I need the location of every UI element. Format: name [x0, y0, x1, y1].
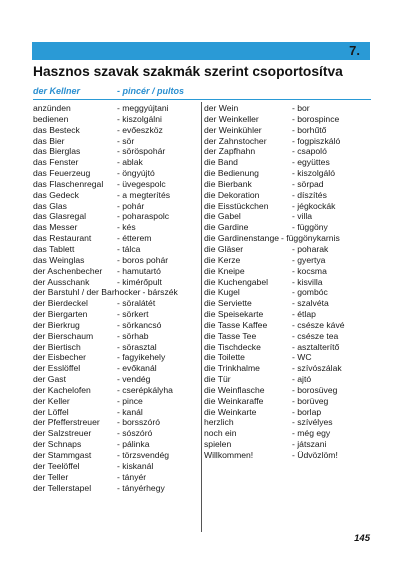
vocab-hungarian: - cserépkályha [117, 384, 173, 395]
vocab-german: der Schnaps [33, 439, 82, 450]
vocab-hungarian: - kanál [117, 406, 143, 417]
vocab-hungarian: - borsszóró [117, 417, 160, 428]
vocab-row [204, 103, 372, 114]
vocab-german: die Band [204, 157, 238, 168]
vocab-hungarian: - borospince [292, 113, 340, 124]
vocab-german: die Bierbank [204, 178, 252, 189]
vocab-hungarian: - pince [117, 395, 143, 406]
vocab-hungarian: - játszani [292, 439, 327, 450]
vocab-hungarian: - ablak [117, 157, 143, 168]
vocab-hungarian: - étterem [117, 233, 152, 244]
vocab-hungarian: - függöny [292, 222, 328, 233]
vocab-german: spielen [204, 439, 232, 450]
vocab-german: das Glasregal [33, 211, 87, 222]
vocab-row [33, 417, 199, 428]
vocab-german: noch ein [204, 428, 237, 439]
vocab-hungarian: - sörkancsó [117, 319, 162, 330]
vocab-row [204, 428, 372, 439]
vocab-german: die Speisekarte [204, 309, 264, 320]
vocab-row [204, 168, 372, 179]
vocab-german: der Salzstreuer [33, 428, 92, 439]
vocab-german: das Messer [33, 222, 78, 233]
vocab-row [204, 407, 372, 418]
vocab-row [33, 244, 199, 255]
vocab-row [204, 309, 372, 320]
vocab-row [204, 222, 372, 233]
vocab-hungarian: - pohár [117, 200, 145, 211]
vocab-row [204, 439, 372, 450]
vocab-hungarian: - csésze tea [292, 330, 339, 341]
vocab-row [204, 266, 372, 277]
vocab-german: der Eisbecher [33, 352, 87, 363]
vocab-hungarian: - fagyikehely [117, 352, 166, 363]
vocab-german: das Tablett [33, 243, 75, 254]
vocab-row [204, 211, 372, 222]
vocab-hungarian: - gyertya [292, 254, 326, 265]
vocab-column-left [33, 103, 199, 493]
vocab-german: das Restaurant [33, 233, 92, 244]
vocab-hungarian: - tányérhegy [117, 482, 165, 493]
vocab-row [204, 396, 372, 407]
vocab-hungarian: - söralátét [117, 298, 156, 309]
section-title-hu: - pincér / pultos [117, 86, 185, 96]
vocab-hungarian: - törzsvendég [117, 450, 170, 460]
vocab-row [33, 233, 199, 244]
vocab-hungarian: - kiszolgáló [292, 168, 335, 179]
vocab-row [33, 439, 199, 450]
vocab-german: die Kuchengabel [204, 276, 269, 287]
vocab-row [204, 342, 372, 353]
vocab-row [33, 374, 199, 385]
vocab-german: die Tasse Tee [204, 330, 257, 341]
vocab-row [33, 331, 199, 342]
vocab-row [204, 298, 372, 309]
vocab-hungarian: - poharak [292, 243, 329, 254]
page-title: Hasznos szavak szakmák szerint csoportosítva [33, 64, 343, 79]
vocab-german: bedienen [33, 113, 69, 124]
vocab-german: anzünden [33, 103, 71, 113]
vocab-hungarian: - bor [292, 103, 310, 113]
vocab-german: die Bedienung [204, 168, 259, 179]
vocab-german: die Gardine [204, 222, 249, 233]
vocab-german: die Kneipe [204, 265, 245, 276]
vocab-row [33, 461, 199, 472]
vocab-german: der Esslöffel [33, 363, 81, 374]
vocab-row [204, 287, 372, 298]
vocab-hungarian: - asztalterítő [292, 341, 340, 352]
vocab-row [204, 385, 372, 396]
vocab-row [33, 103, 199, 114]
vocab-row [33, 342, 199, 353]
vocab-german: der Pfefferstreuer [33, 417, 100, 428]
vocab-row [33, 483, 199, 494]
vocab-hungarian: - fogpiszkáló [292, 135, 341, 146]
vocab-row [33, 201, 199, 212]
vocab-hungarian: - szalvéta [292, 298, 329, 309]
vocab-hungarian: - együttes [292, 157, 330, 168]
vocab-row [33, 114, 199, 125]
vocab-row [204, 244, 372, 255]
vocab-hungarian: - étlap [292, 309, 316, 320]
vocab-row [33, 428, 199, 439]
vocab-hungarian: - csésze kávé [292, 319, 345, 330]
vocab-hungarian: - a megterítés [117, 189, 171, 200]
vocab-hungarian: - vendég [117, 374, 151, 385]
chapter-bar [32, 42, 370, 60]
vocab-german: das Flaschenregal [33, 178, 104, 189]
vocab-row [204, 417, 372, 428]
vocab-german: der Bierschaum [33, 330, 94, 341]
vocab-row [33, 309, 199, 320]
vocab-hungarian: - kiskanál [117, 460, 154, 471]
vocab-hungarian: - sörkert [117, 309, 149, 320]
vocab-row [204, 363, 372, 374]
vocab-row [33, 136, 199, 147]
vocab-hungarian: - borhűtő [292, 124, 327, 135]
vocab-hungarian: - hamutartó [117, 265, 161, 276]
vocab-row [33, 277, 199, 288]
vocab-hungarian: - öngyújtó [117, 168, 155, 179]
vocab-german: die Tischdecke [204, 341, 261, 352]
vocab-german: der Wein [204, 103, 239, 113]
page-number: 145 [354, 533, 370, 544]
vocab-german: der Kachelofen [33, 384, 91, 395]
vocab-german: der Bierkrug [33, 319, 80, 330]
vocab-german: die Gläser [204, 243, 244, 254]
vocab-hungarian: - kimérőpult [117, 276, 162, 287]
vocab-row [204, 201, 372, 212]
vocab-hungarian: - üvegespolc [117, 178, 166, 189]
vocab-german: die Serviette [204, 298, 252, 309]
vocab-german: der Keller [33, 395, 70, 406]
vocab-german: die Gardinenstange [204, 233, 280, 244]
vocab-hungarian: - ajtó [292, 374, 312, 385]
vocab-hungarian: - sörpad [292, 178, 324, 189]
vocab-row [204, 352, 372, 363]
vocab-german: der Löffel [33, 406, 69, 417]
vocab-german: das Gedeck [33, 189, 79, 200]
vocab-german: der Teller [33, 471, 69, 482]
vocab-hungarian: - tányér [117, 471, 147, 482]
vocab-german: die Toilette [204, 352, 245, 363]
chapter-number: 7. [349, 43, 360, 58]
vocab-german: das Bier [33, 135, 65, 146]
vocab-row [204, 114, 372, 125]
vocab-row [33, 363, 199, 374]
vocab-row [33, 157, 199, 168]
vocab-row [33, 222, 199, 233]
vocab-row [33, 385, 199, 396]
vocab-hungarian: - tálca [117, 243, 141, 254]
vocab-hungarian: - kocsma [292, 265, 327, 276]
vocab-german: die Weinflasche [204, 384, 265, 395]
vocab-row [33, 125, 199, 136]
vocab-german: der Zapfhahn [204, 146, 256, 157]
vocab-hungarian: - meggyújtani [117, 103, 169, 113]
section-header [33, 84, 371, 98]
vocab-hungarian: - evőkanál [117, 363, 157, 374]
vocab-hungarian: - kisvilla [292, 276, 323, 287]
vocab-row [204, 255, 372, 266]
vocab-row [33, 320, 199, 331]
vocab-row [204, 233, 372, 244]
vocab-german: der Zahnstocher [204, 135, 267, 146]
vocab-german: das Fenster [33, 157, 79, 168]
vocab-row [204, 450, 372, 461]
vocab-row [33, 179, 199, 190]
vocab-german: herzlich [204, 417, 234, 428]
section-title-de: der Kellner [33, 86, 81, 96]
vocab-german: der Gast [33, 374, 66, 385]
vocab-hungarian: - kés [117, 222, 136, 233]
vocab-hungarian: - csapoló [292, 146, 327, 157]
vocab-hungarian: - szívélyes [292, 417, 333, 428]
vocab-german: der Bierdeckel [33, 298, 88, 309]
vocab-row [33, 211, 199, 222]
vocab-row [33, 266, 199, 277]
vocab-german: die Dekoration [204, 189, 260, 200]
vocab-hungarian: - evőeszköz [117, 124, 163, 135]
vocab-german: das Besteck [33, 124, 80, 135]
vocab-row [204, 320, 372, 331]
column-divider [201, 102, 202, 532]
vocab-row [33, 352, 199, 363]
vocab-row [204, 179, 372, 190]
vocab-german: das Feuerzeug [33, 168, 91, 179]
vocab-hungarian: - borosüveg [292, 384, 338, 395]
vocab-row [33, 190, 199, 201]
vocab-hungarian: - függönykarnis [281, 233, 340, 244]
vocab-hungarian: - jégkockák [292, 200, 336, 211]
vocab-hungarian: - gombóc [292, 287, 328, 298]
vocab-row [204, 125, 372, 136]
vocab-row [33, 396, 199, 407]
vocab-row [204, 157, 372, 168]
vocab-german: die Weinkaraffe [204, 395, 264, 406]
vocab-german: der Biertisch [33, 341, 81, 352]
vocab-german: der Weinkeller [204, 113, 259, 124]
vocab-german: die Weinkarte [204, 406, 257, 417]
vocab-hungarian: - díszítés [292, 189, 327, 200]
vocab-row [33, 146, 199, 157]
vocab-row [33, 255, 199, 266]
vocab-row [204, 374, 372, 385]
vocab-german: die Trinkhalme [204, 363, 260, 374]
vocab-row [33, 168, 199, 179]
vocab-german: die Kugel [204, 287, 240, 298]
vocab-row [33, 450, 199, 461]
vocab-german: die Tür [204, 374, 231, 385]
vocab-hungarian: - szívószálak [292, 363, 342, 374]
vocab-hungarian: - poharaspolc [117, 211, 170, 222]
vocab-hungarian: - sörasztal [117, 341, 157, 352]
vocab-row [33, 407, 199, 418]
vocab-row [204, 277, 372, 288]
vocab-german: der Stammgast [33, 450, 92, 460]
vocab-hungarian: - Üdvözlöm! [292, 450, 338, 460]
vocab-hungarian: - söröspohár [117, 146, 166, 157]
vocab-hungarian: - borlap [292, 406, 322, 417]
vocab-german: der Tellerstapel [33, 482, 92, 493]
vocab-german: der Ausschank [33, 276, 90, 287]
vocab-hungarian: - bárszék [142, 287, 178, 298]
vocab-row [33, 298, 199, 309]
vocab-hungarian: - kiszolgálni [117, 113, 162, 124]
vocab-hungarian: - villa [292, 211, 313, 222]
vocab-german: der Aschenbecher [33, 265, 103, 276]
vocab-german: das Bierglas [33, 146, 81, 157]
vocab-german: die Tasse Kaffee [204, 319, 268, 330]
vocab-hungarian: - WC [292, 352, 312, 363]
vocab-german: die Kerze [204, 254, 241, 265]
vocab-hungarian: - boros pohár [117, 254, 169, 265]
vocab-row [33, 287, 199, 298]
vocab-row [33, 472, 199, 483]
vocab-hungarian: - borüveg [292, 395, 329, 406]
vocab-german: das Weinglas [33, 254, 85, 265]
vocab-row [204, 190, 372, 201]
vocab-german: das Glas [33, 200, 67, 211]
vocab-row [204, 331, 372, 342]
vocab-german: der Biergarten [33, 309, 88, 320]
vocab-german: der Teelöffel [33, 460, 80, 471]
vocab-hungarian: - pálinka [117, 439, 150, 450]
vocab-german: Willkommen! [204, 450, 254, 460]
header-divider [33, 99, 371, 100]
vocab-hungarian: - sószóró [117, 428, 153, 439]
vocab-hungarian: - még egy [292, 428, 331, 439]
vocab-hungarian: - sör [117, 135, 135, 146]
vocab-german: die Eisstückchen [204, 200, 269, 211]
vocab-column-right [204, 103, 372, 461]
vocab-row [204, 146, 372, 157]
vocab-row [204, 136, 372, 147]
vocab-german: die Gabel [204, 211, 241, 222]
vocab-german: der Barstuhl / der Barhocker [33, 287, 141, 298]
vocab-hungarian: - sörhab [117, 330, 149, 341]
vocab-german: der Weinkühler [204, 124, 262, 135]
